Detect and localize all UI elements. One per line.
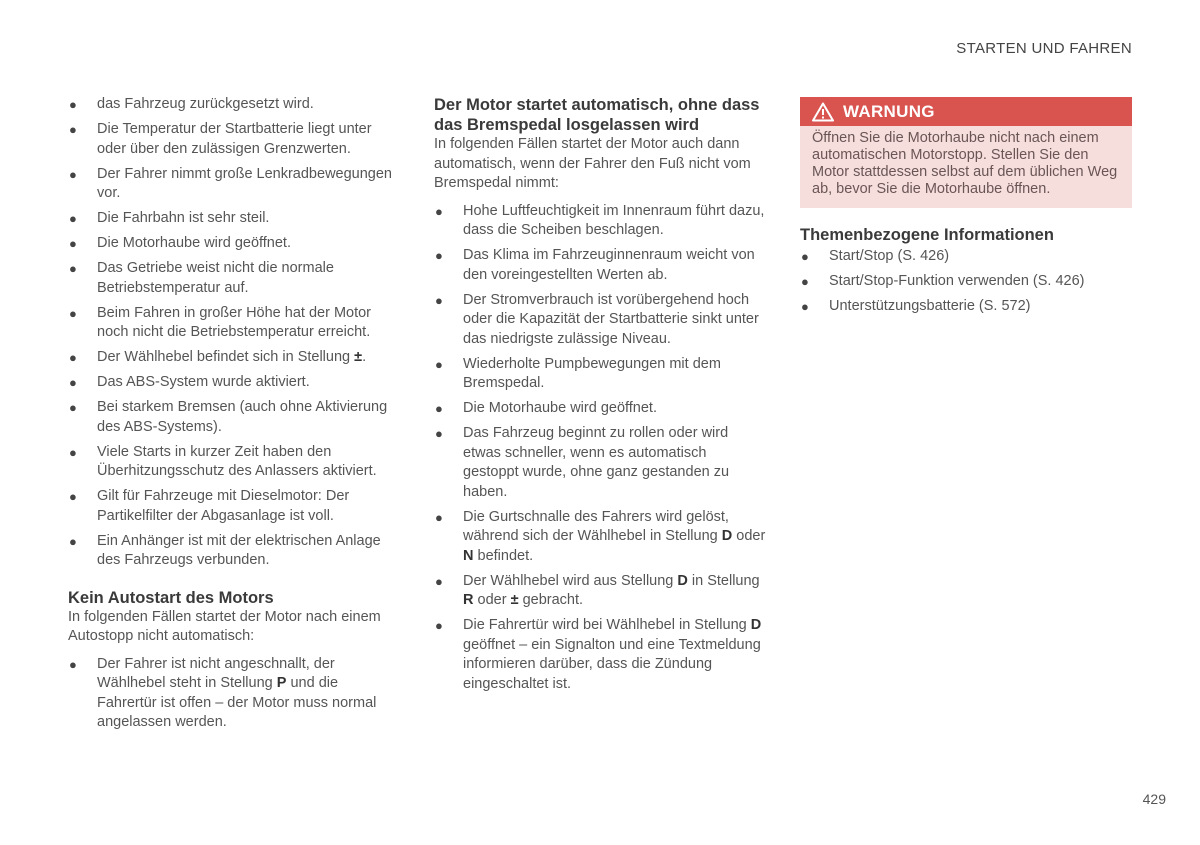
page-number: 429: [1142, 791, 1166, 807]
bullet-icon: ●: [69, 533, 77, 549]
bullet-icon: ●: [435, 509, 443, 525]
list-item-text: Beim Fahren in großer Höhe hat der Motor noch nicht die Betriebstemperatur erreicht.: [97, 304, 372, 340]
bullet-icon: ●: [801, 274, 809, 289]
intro-kein-autostart: In folgenden Fällen startet der Motor nach einem Autostopp nicht automatisch:: [68, 608, 381, 644]
bullet-icon: ●: [69, 656, 77, 672]
warning-header: [800, 97, 1132, 126]
section-header: STARTEN UND FAHREN: [956, 40, 1132, 57]
list-item-text: in Stellung: [691, 572, 760, 589]
bullet-icon: ●: [69, 444, 77, 460]
list-item-text: Die Temperatur der Startbatterie liegt unter oder über den zulässigen Grenzwerten.: [97, 121, 372, 157]
bullet-icon: ●: [69, 97, 77, 112]
list-item: [434, 572, 766, 611]
list-item: [68, 655, 400, 733]
heading-autostart-brake: Der Motor startet automatisch, ohne dass das Bremspedal losgelassen wird: [434, 96, 760, 134]
warning-title: WARNUNG: [843, 101, 935, 121]
list-item: [68, 398, 400, 437]
list-item-text: Der Fahrer ist nicht angeschnallt, der Wählhebel steht in Stellung: [97, 655, 335, 691]
list-item: [68, 95, 400, 115]
list-item-text: Die Gurtschnalle des Fahrers wird gelöst, während sich der Wählhebel in Stellung: [463, 508, 729, 544]
bullet-icon: ●: [801, 249, 809, 264]
list-item-text: gebracht.: [522, 592, 584, 608]
gear-p: P: [276, 675, 287, 691]
list-item: [434, 291, 766, 350]
related-link-text[interactable]: Start/Stop (S. 426): [829, 248, 950, 264]
bullet-icon: ●: [435, 203, 443, 219]
bullet-icon: ●: [435, 401, 443, 416]
list-item-text: Die Fahrbahn ist sehr steil.: [97, 210, 270, 226]
heading-kein-autostart: Kein Autostart des Motors: [68, 588, 274, 607]
list-item: [68, 234, 400, 254]
list-item: [68, 304, 400, 343]
list-item: [434, 508, 766, 567]
gear-n: N: [463, 547, 474, 564]
gear-symbol: ±: [510, 592, 519, 608]
list-item-text: Das Fahrzeug beginnt zu rollen oder wird etwas schneller, wenn es automatisch gestoppt wurde, ohne ganz gestanden zu haben.: [463, 425, 730, 500]
warning-box: [800, 97, 1132, 208]
list-item: [68, 487, 400, 526]
list-item: [434, 355, 766, 394]
list-item: [68, 120, 400, 159]
list-item-text: Die Motorhaube wird geöffnet.: [97, 235, 291, 251]
list-item: [434, 616, 766, 694]
list-item: [68, 373, 400, 393]
bullet-icon: ●: [435, 573, 443, 589]
list-item: [68, 532, 400, 571]
bullet-icon: ●: [69, 261, 77, 276]
list-item-text: Viele Starts in kurzer Zeit haben den Überhitzungsschutz des Anlassers aktiviert.: [97, 443, 377, 479]
bullet-icon: ●: [435, 248, 443, 263]
bullet-icon: ●: [69, 211, 77, 226]
list-item-text: Die Fahrertür wird bei Wählhebel in Stellung: [463, 617, 747, 633]
bullet-icon: ●: [801, 299, 809, 314]
warning-triangle-icon: [812, 102, 834, 122]
related-link[interactable]: [800, 247, 1132, 267]
list-item: ● Der Wählhebel befindet sich in Stellung ±.: [68, 348, 400, 368]
list-item-text: oder: [736, 528, 766, 544]
related-links: [800, 247, 1132, 317]
list-item-text: Das Getriebe weist nicht die normale Betriebstemperatur auf.: [97, 260, 334, 296]
bullet-icon: ●: [69, 122, 77, 137]
gear-d: D: [677, 572, 688, 589]
related-link[interactable]: [800, 297, 1132, 317]
bullet-icon: ●: [69, 375, 77, 390]
list-item-text: Ein Anhänger ist mit der elektrischen Anlage des Fahrzeugs verbunden.: [97, 532, 381, 568]
list-item-text: Gilt für Fahrzeuge mit Dieselmotor: Der Partikelfilter der Abgasanlage ist voll.: [97, 488, 350, 524]
intro-autostart-brake: In folgenden Fällen startet der Motor auch dann automatisch, wenn der Fahrer den Fuß nicht vom Bremspedal nimmt:: [434, 136, 751, 191]
bullet-icon: ●: [69, 400, 77, 415]
list-item-text: Bei starkem Bremsen (auch ohne Aktivierung des ABS-Systems).: [97, 399, 388, 435]
list-item: [68, 209, 400, 229]
bullet-icon: ●: [69, 166, 77, 182]
bullet-icon: ●: [69, 350, 77, 365]
related-heading: Themenbezogene Informationen: [800, 226, 1054, 244]
bullet-icon: ●: [435, 292, 443, 308]
bullet-icon: ●: [69, 489, 77, 504]
list-item-text: Der Wählhebel befindet sich in Stellung: [97, 349, 351, 365]
list-item-text: Der Fahrer nimmt große Lenkradbewegungen vor.: [97, 165, 392, 201]
related-link[interactable]: [800, 272, 1132, 292]
list-item-text: Hohe Luftfeuchtigkeit im Innenraum führt dazu, dass die Scheiben beschlagen.: [463, 202, 765, 238]
column-left: [68, 95, 400, 738]
gear-symbol: ±: [354, 349, 363, 365]
kein-autostart-list: [68, 655, 400, 733]
list-item-text: Der Wählhebel wird aus Stellung: [463, 572, 674, 589]
bullet-icon: ●: [435, 618, 443, 633]
list-item-text: Wiederholte Pumpbewegungen mit dem Bremspedal.: [463, 355, 721, 391]
list-item-text: Das Klima im Fahrzeuginnenraum weicht von den voreingestellten Werten ab.: [463, 247, 755, 283]
autostart-list: [434, 202, 766, 695]
gear-d: D: [721, 528, 733, 544]
list-item-text: das Fahrzeug zurückgesetzt wird.: [97, 96, 314, 112]
bullet-icon: ●: [435, 356, 443, 372]
bullet-icon: ●: [69, 236, 77, 251]
list-item-text: und die Fahrertür ist offen – der Motor muss normal angelassen werden.: [97, 675, 377, 730]
related-link-text[interactable]: Start/Stop-Funktion verwenden (S. 426): [829, 273, 1085, 289]
bullet-icon: ●: [69, 305, 77, 321]
list-item-text: Der Stromverbrauch ist vorübergehend hoch oder die Kapazität der Startbatterie sinkt unter das niedrigste zulässige Niveau.: [463, 291, 759, 347]
list-item: [68, 165, 400, 204]
list-item-text: Die Motorhaube wird geöffnet.: [463, 400, 657, 416]
column-middle: [434, 95, 766, 700]
gear-d: D: [750, 617, 762, 633]
gear-r: R: [463, 592, 474, 608]
related-link-text[interactable]: Unterstützungsbatterie (S. 572): [829, 298, 1031, 314]
bullet-icon: ●: [435, 426, 443, 441]
list-item: [434, 424, 766, 502]
warning-text: Öffnen Sie die Motorhaube nicht nach einem automatischen Motorstopp. Stellen Sie den Motor stattdessen selbst auf dem üblichen Weg ab, bevor Sie die Motorhaube öffnen.: [812, 130, 1118, 197]
conditions-list: [68, 95, 400, 571]
list-item-text: geöffnet – ein Signalton und eine Textmeldung informieren darüber, dass die Zündung eingeschaltet ist.: [463, 636, 761, 692]
list-item-text: oder: [477, 592, 507, 608]
list-item: [434, 202, 766, 241]
list-item: [434, 399, 766, 419]
list-item-text: Das ABS-System wurde aktiviert.: [97, 374, 310, 390]
list-item: [434, 246, 766, 285]
list-item: [68, 259, 400, 298]
column-right: [800, 97, 1132, 322]
list-item: [68, 443, 400, 482]
list-item-text: befindet.: [477, 547, 534, 564]
